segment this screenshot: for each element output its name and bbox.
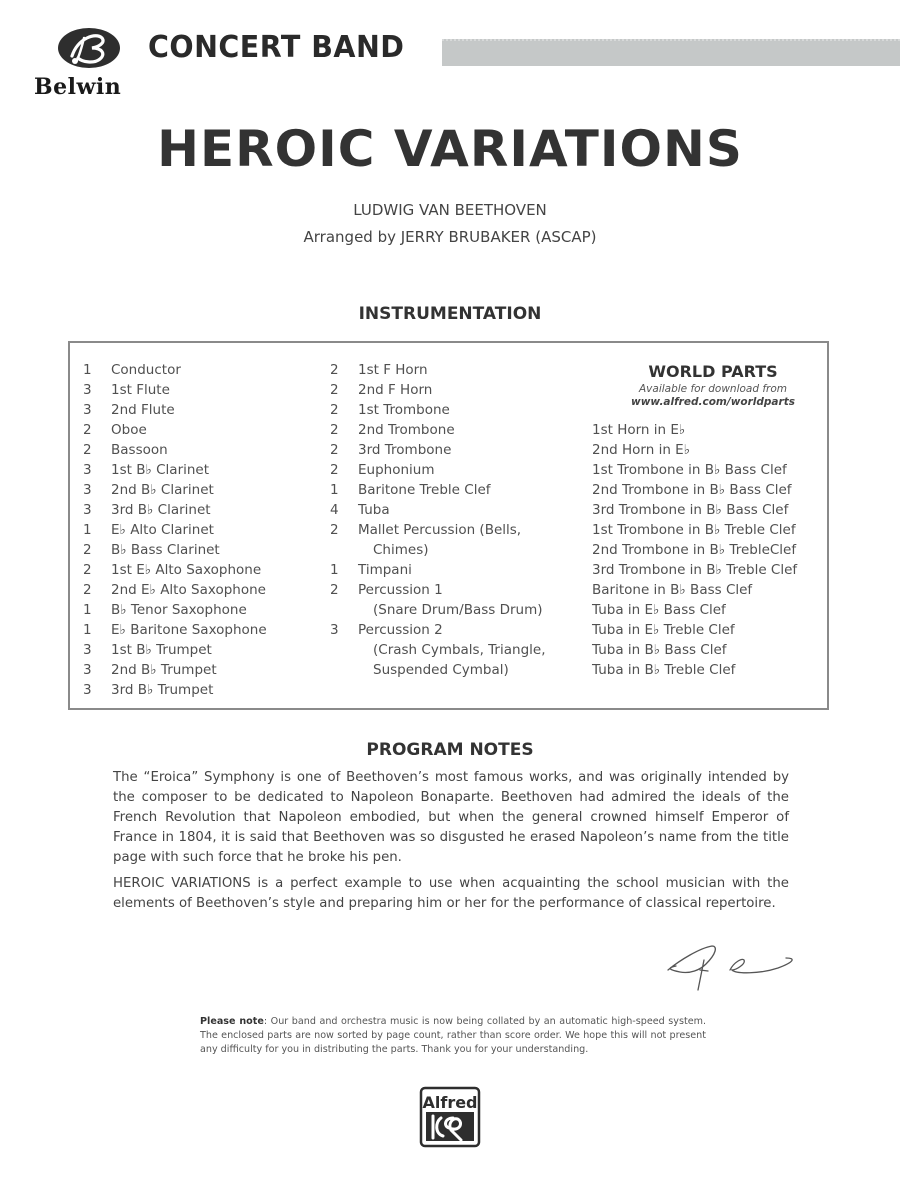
instrument-row <box>330 360 545 380</box>
instrument-row <box>83 580 267 600</box>
instrument-quantity: 2 <box>83 442 92 458</box>
instrument-row <box>83 680 267 700</box>
world-parts-header <box>588 362 838 408</box>
instrument-row <box>83 400 267 420</box>
world-parts-title: WORLD PARTS <box>648 362 778 381</box>
instrument-name: Timpani <box>358 562 412 578</box>
instrument-row <box>83 380 267 400</box>
instrument-name: E♭ Baritone Saxophone <box>111 622 267 638</box>
instrument-row <box>330 440 545 460</box>
collation-notice <box>200 1015 706 1057</box>
world-part-item: Tuba in B♭ Treble Clef <box>592 662 736 678</box>
instrument-name: 1st F Horn <box>358 362 428 378</box>
instrument-name: 3rd B♭ Trumpet <box>111 682 214 698</box>
instrument-quantity: 2 <box>330 442 339 458</box>
page-title: HEROIC VARIATIONS <box>157 120 743 178</box>
instrument-quantity: 2 <box>330 402 339 418</box>
instrument-quantity: 2 <box>83 542 92 558</box>
instrument-name: 1st B♭ Clarinet <box>111 462 210 478</box>
instrument-name: 1st E♭ Alto Saxophone <box>111 562 262 578</box>
publisher-name: Belwin <box>34 74 122 100</box>
instrument-name-continuation: Suspended Cymbal) <box>373 662 509 678</box>
alfred-logo-icon <box>419 1086 481 1148</box>
instrument-quantity: 1 <box>83 622 92 638</box>
instrument-row <box>83 620 267 640</box>
instrument-row <box>83 480 267 500</box>
instrument-row <box>330 520 545 540</box>
instrument-quantity: 2 <box>330 422 339 438</box>
world-parts-url: www.alfred.com/worldparts <box>631 396 795 408</box>
instrument-quantity: 3 <box>83 682 92 698</box>
instrument-name: Conductor <box>111 362 181 378</box>
collation-notice-text: : Our band and orchestra music is now being collated by an automatic high-speed system. The enclosed parts are now sorted by page count, rather than score order. We hope this will not present any difficulty for you in distributing the parts. Thank you for your understanding. <box>200 1016 707 1055</box>
instrumentation-heading: INSTRUMENTATION <box>358 304 542 324</box>
instrument-name: 1st Flute <box>111 382 170 398</box>
instrument-quantity: 2 <box>330 382 339 398</box>
instrument-row <box>330 500 545 520</box>
world-parts-list <box>592 420 797 680</box>
world-part-item: Baritone in B♭ Bass Clef <box>592 582 753 598</box>
instrument-row <box>83 520 267 540</box>
instrument-name: B♭ Tenor Saxophone <box>111 602 247 618</box>
instrument-quantity: 1 <box>83 362 92 378</box>
instrument-quantity: 2 <box>83 422 92 438</box>
world-part-item: 1st Horn in E♭ <box>592 422 686 438</box>
instrument-quantity: 3 <box>83 502 92 518</box>
instrument-name: Baritone Treble Clef <box>358 482 491 498</box>
instrument-name: 2nd F Horn <box>358 382 433 398</box>
instrument-quantity: 1 <box>83 602 92 618</box>
instrument-quantity: 3 <box>83 662 92 678</box>
instrument-quantity: 1 <box>83 522 92 538</box>
instrument-name: Bassoon <box>111 442 168 458</box>
instrument-quantity: 3 <box>83 642 92 658</box>
world-part-item: 3rd Trombone in B♭ Treble Clef <box>592 562 798 578</box>
world-part-item: Tuba in E♭ Bass Clef <box>592 602 726 618</box>
alfred-logo-text: Alfred <box>422 1093 478 1112</box>
instrument-list-column-2 <box>330 360 545 680</box>
instrument-name: 2nd Trombone <box>358 422 455 438</box>
instrument-name: 1st Trombone <box>358 402 450 418</box>
instrument-quantity: 3 <box>83 462 92 478</box>
instrument-name-continuation: Chimes) <box>373 542 429 558</box>
instrument-name: 1st B♭ Trumpet <box>111 642 212 658</box>
instrument-name-continuation: (Snare Drum/Bass Drum) <box>373 602 543 618</box>
world-part-item: 3rd Trombone in B♭ Bass Clef <box>592 502 789 518</box>
program-notes-body <box>113 768 789 920</box>
instrument-quantity: 2 <box>330 522 339 538</box>
instrument-name: 3rd Trombone <box>358 442 452 458</box>
world-part-item: 2nd Trombone in B♭ TrebleClef <box>592 542 797 558</box>
world-part-item: Tuba in E♭ Treble Clef <box>592 622 735 638</box>
instrument-row <box>330 480 545 500</box>
program-notes-paragraph: The “Eroica” Symphony is one of Beethoven’s most famous works, and was originally intended by the composer to be dedicated to Napoleon Bonaparte. Beethoven had admired the ideals of the French Revolution that Napoleon embodied, but when the general crowned himself Emperor of France in 1804, it is said that Beethoven was so disgusted he erased Napoleon’s name from the title page with such force that he broke his pen. <box>113 770 789 865</box>
instrument-quantity: 2 <box>83 582 92 598</box>
instrument-quantity: 3 <box>83 402 92 418</box>
instrument-name: Percussion 2 <box>358 622 443 638</box>
instrument-name: 2nd B♭ Trumpet <box>111 662 217 678</box>
instrument-quantity: 1 <box>330 562 339 578</box>
arranger-signature-icon <box>660 940 800 995</box>
instrument-quantity: 1 <box>330 482 339 498</box>
instrument-quantity: 2 <box>330 362 339 378</box>
instrument-list-column-1 <box>83 360 267 700</box>
instrument-name: E♭ Alto Clarinet <box>111 522 214 538</box>
instrument-quantity: 2 <box>330 582 339 598</box>
instrument-row <box>330 560 545 580</box>
instrument-row <box>83 640 267 660</box>
instrument-row <box>83 560 267 580</box>
instrument-name: Tuba <box>358 502 390 518</box>
instrument-name: B♭ Bass Clarinet <box>111 542 220 558</box>
world-part-item: 1st Trombone in B♭ Bass Clef <box>592 462 787 478</box>
instrument-quantity: 3 <box>83 382 92 398</box>
instrument-name: Euphonium <box>358 462 435 478</box>
world-part-item: 1st Trombone in B♭ Treble Clef <box>592 522 796 538</box>
instrument-row <box>330 400 545 420</box>
instrument-row <box>83 440 267 460</box>
instrument-row <box>330 580 545 600</box>
instrument-name-continuation: (Crash Cymbals, Triangle, <box>373 642 546 658</box>
instrument-quantity: 3 <box>83 482 92 498</box>
instrument-name: 3rd B♭ Clarinet <box>111 502 211 518</box>
instrument-quantity: 4 <box>330 502 339 518</box>
program-notes-heading: PROGRAM NOTES <box>366 740 534 760</box>
instrument-row <box>330 380 545 400</box>
instrument-name: 2nd E♭ Alto Saxophone <box>111 582 266 598</box>
instrument-name: 2nd Flute <box>111 402 175 418</box>
world-part-item: 2nd Trombone in B♭ Bass Clef <box>592 482 792 498</box>
composer-credit: LUDWIG VAN BEETHOVEN <box>353 201 547 219</box>
instrument-row <box>83 460 267 480</box>
instrument-row <box>83 360 267 380</box>
instrument-name: Oboe <box>111 422 147 438</box>
instrument-quantity: 2 <box>83 562 92 578</box>
instrument-row <box>83 600 267 620</box>
world-part-item: Tuba in B♭ Bass Clef <box>592 642 727 658</box>
instrument-row <box>330 420 545 440</box>
series-label: CONCERT BAND <box>148 30 405 65</box>
instrument-row <box>330 620 545 640</box>
instrument-quantity: 3 <box>330 622 339 638</box>
collation-notice-label: Please note <box>200 1016 264 1027</box>
instrument-quantity: 2 <box>330 462 339 478</box>
instrument-row <box>83 420 267 440</box>
instrument-row <box>83 660 267 680</box>
instrument-name: Percussion 1 <box>358 582 443 598</box>
instrument-row <box>83 500 267 520</box>
belwin-b-logo-icon <box>56 26 122 72</box>
instrument-name: 2nd B♭ Clarinet <box>111 482 214 498</box>
instrument-row <box>330 460 545 480</box>
instrument-name: Mallet Percussion (Bells, <box>358 522 522 538</box>
world-parts-subtitle: Available for download from <box>638 383 788 395</box>
program-notes-paragraph: HEROIC VARIATIONS is a perfect example to use when acquainting the school musician with the elements of Beethoven’s style and preparing him or her for the performance of classical repertoire. <box>113 876 789 911</box>
world-part-item: 2nd Horn in E♭ <box>592 442 691 458</box>
instrument-row <box>83 540 267 560</box>
arranger-credit: Arranged by JERRY BRUBAKER (ASCAP) <box>303 228 597 246</box>
header-decorative-bar <box>442 39 900 66</box>
